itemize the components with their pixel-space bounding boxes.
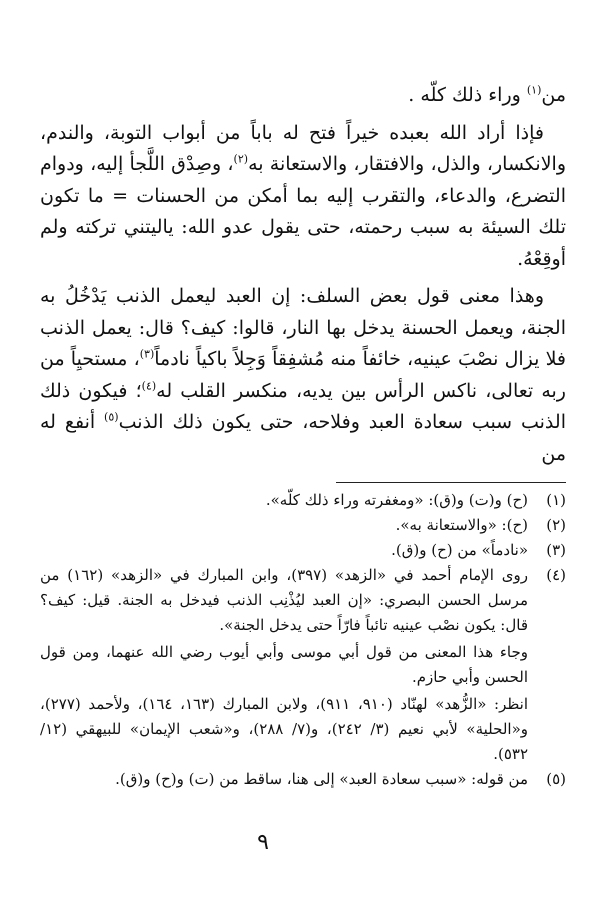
footnote-text: (ح) و(ت) و(ق): «ومغفرته وراء ذلك كلّه».: [265, 491, 528, 509]
footnotes: [40, 488, 566, 792]
footnote-number: (١): [546, 491, 566, 509]
footnote-number: (٣): [546, 541, 566, 559]
paragraph-text: أنفع له من: [40, 411, 566, 465]
paragraph: [40, 118, 566, 276]
footnote: [40, 767, 566, 792]
paragraph-text: من: [541, 84, 566, 106]
paragraph: [40, 80, 566, 112]
footnote-number: (٤): [546, 566, 566, 584]
footnote-text: انظر: «الزُّهد» لهنّاد (٩١٠، ٩١١)، ولابن المبارك (١٦٣، ١٦٤)، ولأحمد (٢٧٧)، و«الحلية» لأبي نعيم (٣/ ٢٤٢)، و(٧/ ٢٨٨)، و«شعب الإيمان» للبيهقي (١٢/ ٥٣٢).: [40, 695, 529, 763]
footnote-marker: (٢): [233, 152, 249, 166]
paragraph-text: ؛ فيكون ذلك الذنب سبب سعادة العبد وفلاحه، حتى يكون ذلك الذنب: [40, 379, 566, 433]
footnote-marker: (٣): [139, 347, 155, 361]
paragraph-text: ، وصِدْق اللَّجأ إليه، ودوام التضرع، والدعاء، والتقرب إليه بما أمكن من الحسنات = ما تكون تلك السيئة به سبب رحمته، حتى يقول عدو الله: ياليتني تركته ولم أوقِعْهُ.: [40, 153, 566, 270]
footnote: [40, 563, 566, 767]
page-number: ٩: [257, 830, 269, 855]
footnote-marker: (٥): [104, 410, 119, 424]
footnote-text: «نادماً» من (ح) و(ق).: [391, 541, 528, 559]
main-text: [40, 80, 566, 470]
paragraph-text: فإذا أراد الله بعبده خيراً فتح له باباً من أبواب التوبة، والندم، والانكسار، والذل، والافتقار، والاستعانة به: [40, 121, 566, 175]
footnote-number: (٥): [546, 770, 566, 788]
footnote-text: روى الإمام أحمد في «الزهد» (٣٩٧)، وابن المبارك في «الزهد» (١٦٢) من مرسل الحسن البصري: «إن العبد ليُذْنِب الذنب فيدخل به الجنة. قيل: كيف؟ قال: يكون نصْب عينيه تائباً فارّاً حتى يدخل الجنة».: [40, 566, 528, 634]
footnote-text: وجاء هذا المعنى من قول أبي موسى وأبي أيوب رضي الله عنهما، ومن قول الحسن وأبي حازم.: [40, 643, 528, 686]
footnote-marker: (٤): [141, 379, 157, 393]
footnote-number: (٢): [546, 516, 566, 534]
paragraph-text: وراء ذلك كلّه .: [408, 84, 527, 106]
footnote: [40, 488, 566, 513]
footnote: [40, 538, 566, 563]
paragraph-text: وهذا معنى قول بعض السلف: إن العبد ليعمل الذنب يَدْخُلُ به الجنة، ويعمل الحسنة يدخل بها النار، قالوا: كيف؟ قال: يعمل الذنب فلا يزال نصْبَ عينيه، خائفاً منه مُشفِقاً وَجِلاً باكياً نادماً: [40, 285, 566, 370]
book-page: [40, 80, 566, 880]
footnote: [40, 513, 566, 538]
paragraph: [40, 281, 566, 470]
footnote-text: من قوله: «سبب سعادة العبد» إلى هنا، ساقط من (ت) و(ح) و(ق).: [115, 770, 528, 788]
footnote-marker: (١): [526, 83, 542, 97]
paragraph-text: ، مستحيِاً من ربه تعالى، ناكس الرأس بين يديه، منكسر القلب له: [40, 348, 566, 402]
footnote-text: (ح): «والاستعانة به».: [395, 516, 528, 534]
footnote-separator: [336, 482, 566, 483]
